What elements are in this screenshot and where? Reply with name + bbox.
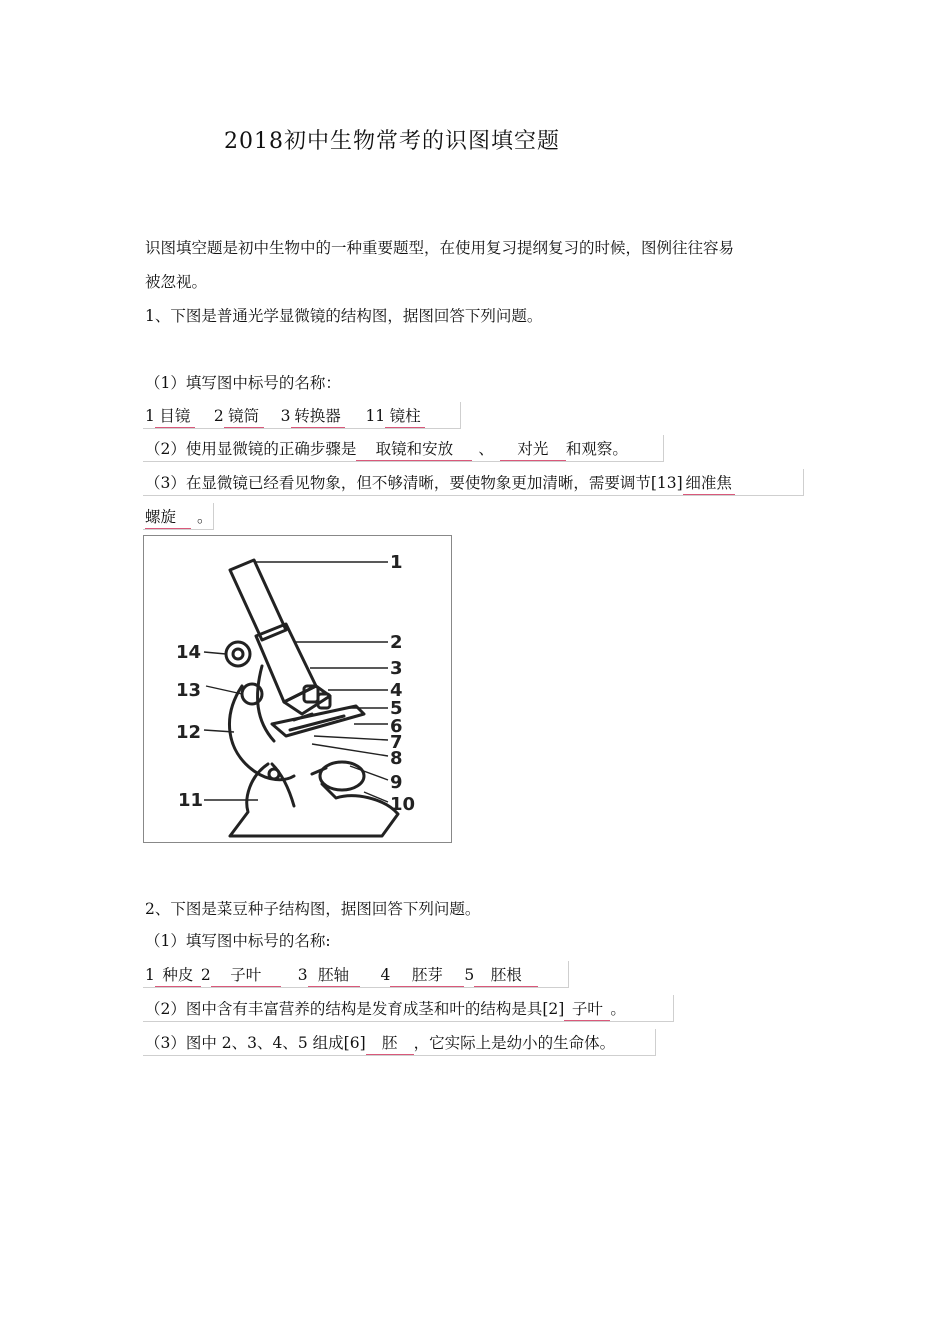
- q2-sub1: （1）填写图中标号的名称:: [145, 932, 331, 950]
- q2-answer-1: 种皮: [155, 964, 201, 987]
- q2-sub3: [145, 1032, 615, 1055]
- q1-sub2-answer-2: 对光: [500, 438, 566, 461]
- microscope-figure: [143, 535, 452, 843]
- figure-label-7: 7: [390, 732, 403, 753]
- q2-sub3-answer: 胚: [366, 1032, 414, 1055]
- q1-answers: [145, 405, 425, 428]
- figure-label-9: 9: [390, 772, 403, 793]
- q2-answer-2-num: 2: [200, 966, 211, 984]
- q2-answer-3-num: 3: [297, 966, 308, 984]
- q1-sub2: [145, 438, 628, 461]
- q2-sub2-prefix: （2）图中含有丰富营养的结构是发育成茎和叶的结构是具[2]: [145, 1000, 565, 1018]
- figure-label-5: 5: [390, 698, 403, 719]
- figure-label-2: 2: [390, 632, 403, 653]
- stage-shape: [272, 706, 364, 736]
- q1-heading: 1、下图是普通光学显微镜的结构图，据图回答下列问题。: [145, 307, 543, 325]
- q1-sub3-prefix: （3）在显微镜已经看见物象，但不够清晰，要使物象更加清晰，需要调节[13]: [145, 474, 683, 492]
- figure-label-11: 11: [178, 790, 204, 811]
- figure-label-14: 14: [176, 642, 202, 663]
- q1-sub3-suffix: 。: [197, 508, 213, 526]
- q1-answer-11: 镜柱: [385, 405, 425, 428]
- nosepiece-shape: [284, 686, 330, 714]
- q2-answer-5: 胚根: [474, 964, 538, 987]
- coarse-knob-shape: [226, 642, 250, 666]
- q2-answer-2: 子叶: [211, 964, 281, 987]
- q1-sub2-answer-1: 取镜和安放: [356, 438, 472, 461]
- q2-sub2-answer: 子叶: [564, 998, 610, 1021]
- document-title: 2018初中生物常考的识图填空题: [224, 129, 560, 154]
- q1-answer-2: 镜筒: [224, 405, 264, 428]
- intro-line-2: 被忽视。: [145, 273, 208, 291]
- q2-answer-4-num: 4: [380, 966, 391, 984]
- figure-label-1: 1: [390, 552, 403, 573]
- figure-label-6: 6: [390, 716, 403, 737]
- q2-answers: [145, 964, 538, 987]
- q1-sub3-answer-a: 细准焦: [683, 472, 735, 495]
- figure-label-10: 10: [390, 794, 416, 815]
- q1-answer-3: 转换器: [291, 405, 345, 428]
- q2-answer-3: 胚轴: [308, 964, 360, 987]
- q1-answer-1: 目镜: [155, 405, 195, 428]
- figure-label-3: 3: [390, 658, 403, 679]
- figure-label-13: 13: [176, 680, 202, 701]
- q1-sub3-line1: [145, 472, 735, 495]
- figure-label-4: 4: [390, 680, 403, 701]
- q2-sub3-prefix: （3）图中 2、3、4、5 组成[6]: [145, 1034, 366, 1052]
- q1-sub3-answer-b: 螺旋: [145, 506, 191, 529]
- intro-line-1: 识图填空题是初中生物中的一种重要题型，在使用复习提纲复习的时候，图例往往容易: [145, 239, 735, 257]
- q2-sub2: [145, 998, 626, 1021]
- q2-answer-4: 胚芽: [390, 964, 464, 987]
- q1-sub3-line2: [145, 506, 213, 529]
- q1-sub2-separator: 、: [478, 440, 494, 458]
- q2-heading: 2、下图是菜豆种子结构图，据图回答下列问题。: [145, 900, 481, 918]
- q1-sub2-suffix: 和观察。: [565, 440, 628, 458]
- figure-label-8: 8: [390, 748, 403, 769]
- microscope-diagram: [144, 536, 451, 842]
- q1-answer-11-num: 11: [365, 407, 386, 425]
- q1-answer-2-num: 2: [213, 407, 224, 425]
- q2-answer-1-num: 1: [145, 966, 155, 984]
- q2-answer-5-num: 5: [464, 966, 475, 984]
- q1-answer-3-num: 3: [280, 407, 291, 425]
- q1-sub2-prefix: （2）使用显微镜的正确步骤是: [145, 440, 357, 458]
- mirror-shape: [320, 762, 364, 790]
- q1-answer-1-num: 1: [145, 407, 155, 425]
- q2-sub3-suffix: ，它实际上是幼小的生命体。: [413, 1034, 616, 1052]
- q1-sub1: （1）填写图中标号的名称：: [145, 374, 341, 392]
- figure-label-12: 12: [176, 722, 202, 743]
- q2-sub2-suffix: 。: [610, 1000, 626, 1018]
